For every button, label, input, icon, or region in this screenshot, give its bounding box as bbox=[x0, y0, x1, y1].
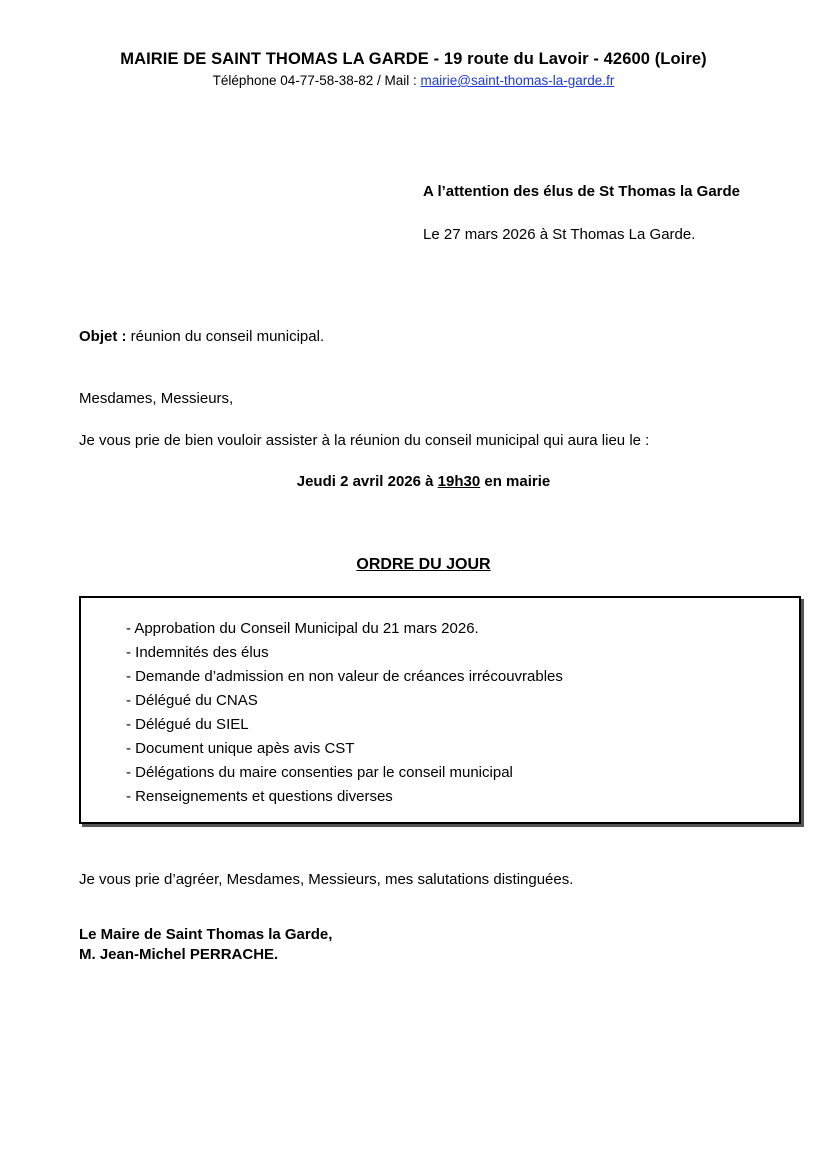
agenda-item: - Renseignements et questions diverses bbox=[126, 788, 393, 805]
recipient-line: A l’attention des élus de St Thomas la Garde bbox=[423, 183, 741, 200]
date-line: Le 27 mars 2026 à St Thomas La Garde. bbox=[423, 226, 696, 243]
letterhead-title: MAIRIE DE SAINT THOMAS LA GARDE - 19 route du Lavoir - 42600 (Loire) bbox=[120, 50, 707, 68]
signature-name: M. Jean-Michel PERRACHE. bbox=[79, 946, 279, 963]
letterhead-contact bbox=[0, 73, 827, 88]
meeting-day: Jeudi 2 avril 2026 à bbox=[296, 473, 438, 490]
agenda-title: ORDRE DU JOUR bbox=[356, 556, 491, 573]
salutation: Mesdames, Messieurs, bbox=[79, 390, 234, 407]
agenda-item: - Délégué du SIEL bbox=[126, 716, 249, 733]
subject-line bbox=[79, 328, 324, 345]
agenda-box bbox=[79, 596, 801, 824]
meeting-date bbox=[0, 473, 827, 490]
agenda-item: - Demande d’admission en non valeur de créances irrécouvrables bbox=[126, 668, 563, 685]
agenda-item: - Indemnités des élus bbox=[126, 644, 269, 661]
closing-formula: Je vous prie d’agréer, Mesdames, Messieurs, mes salutations distinguées. bbox=[79, 871, 574, 888]
contact-phone: Téléphone 04-77-58-38-82 / Mail : bbox=[212, 73, 421, 88]
subject-label: Objet : bbox=[79, 328, 127, 345]
agenda-item: - Approbation du Conseil Municipal du 21 mars 2026. bbox=[126, 620, 479, 637]
email-link[interactable]: mairie@saint-thomas-la-garde.fr bbox=[420, 73, 615, 88]
meeting-place: en mairie bbox=[480, 473, 551, 490]
agenda-list bbox=[126, 617, 563, 809]
agenda-item: - Document unique apès avis CST bbox=[126, 740, 355, 757]
agenda-item: - Délégué du CNAS bbox=[126, 692, 258, 709]
meeting-time: 19h30 bbox=[437, 473, 481, 490]
subject-text: réunion du conseil municipal. bbox=[126, 328, 325, 345]
signature-title: Le Maire de Saint Thomas la Garde, bbox=[79, 926, 333, 943]
invitation-text: Je vous prie de bien vouloir assister à la réunion du conseil municipal qui aura lieu le : bbox=[79, 432, 650, 449]
agenda-item: - Délégations du maire consenties par le conseil municipal bbox=[126, 764, 513, 781]
